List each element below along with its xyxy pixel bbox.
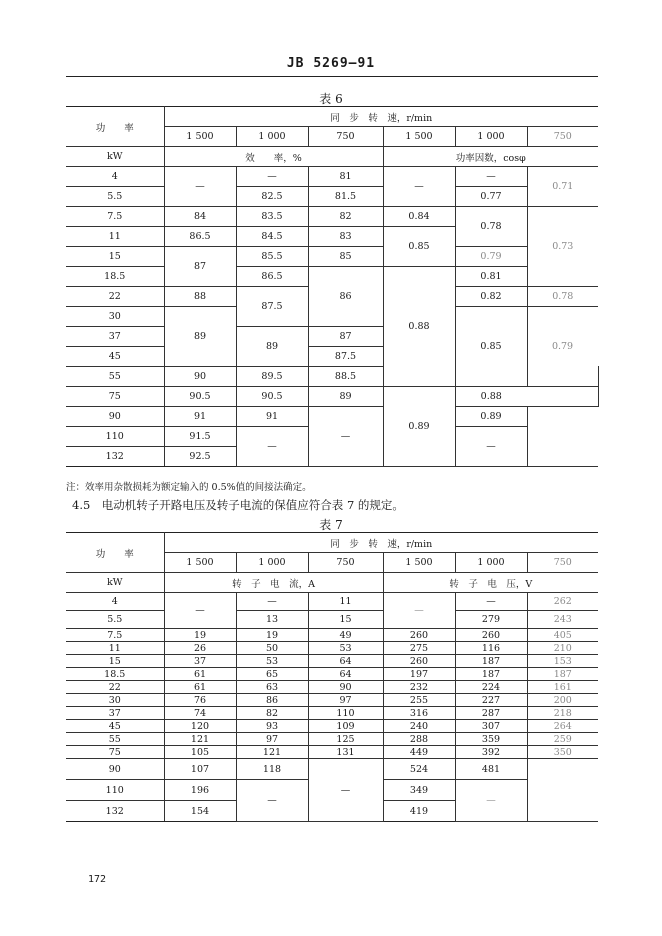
t7-power: 132: [66, 801, 164, 822]
table-7: [66, 532, 598, 822]
table6-note: 注：效率用杂散损耗为额定输入的 0.5%值的间接法确定。: [66, 482, 312, 493]
t6-cell: —: [236, 167, 308, 187]
t7-cell: 359: [455, 733, 527, 746]
t7-power: 75: [66, 746, 164, 759]
t7-cell: 13: [236, 611, 308, 629]
t7-cell: 109: [308, 720, 383, 733]
t6-cell: 85.5: [236, 247, 308, 267]
t6-cell: 0.71: [527, 167, 598, 207]
t7-cell: 392: [455, 746, 527, 759]
t6-cell: —: [236, 427, 308, 467]
t6-cell: 86.5: [164, 227, 236, 247]
t7-cell: 90: [308, 681, 383, 694]
t6-cell: 91: [164, 407, 236, 427]
t7-cell: 243: [527, 611, 598, 629]
t7-cell: 260: [455, 629, 527, 642]
t6-cell: 89: [308, 387, 383, 407]
t7-power: 110: [66, 780, 164, 801]
t7-cell: 350: [527, 746, 598, 759]
t6-speed: 750: [308, 127, 383, 147]
t7-power: 22: [66, 681, 164, 694]
t6-cell: —: [455, 427, 527, 467]
t7-cell: 224: [455, 681, 527, 694]
t6-speed: 1 500: [164, 127, 236, 147]
t7-cell: 110: [308, 707, 383, 720]
t7-cell: 64: [308, 668, 383, 681]
t6-cell: 0.88: [455, 387, 527, 407]
t7-cell: 19: [164, 629, 236, 642]
t6-cell: 87: [164, 247, 236, 287]
t6-pf-header: 功率因数，cosφ: [383, 147, 598, 167]
t6-cell: 0.78: [527, 287, 598, 307]
t7-cell: 227: [455, 694, 527, 707]
t7-power: 11: [66, 642, 164, 655]
t7-speed: 750: [308, 553, 383, 573]
t6-cell: 0.88: [383, 267, 455, 387]
t6-cell: [527, 407, 598, 467]
t7-cell: 200: [527, 694, 598, 707]
t7-speed: 1 000: [236, 553, 308, 573]
t7-cell: 76: [164, 694, 236, 707]
t6-cell: 90.5: [164, 387, 236, 407]
t7-cell: 105: [164, 746, 236, 759]
t6-speed: 1 000: [236, 127, 308, 147]
t7-cell: 405: [527, 629, 598, 642]
t7-power: 45: [66, 720, 164, 733]
t7-cell: 307: [455, 720, 527, 733]
t7-cell: 197: [383, 668, 455, 681]
t6-cell: 0.79: [527, 307, 598, 387]
t7-cell: 481: [455, 759, 527, 780]
t7-cell: —: [455, 593, 527, 611]
t7-cell: 15: [308, 611, 383, 629]
t7-cell: 153: [527, 655, 598, 668]
document-header: JB 5269—91: [286, 56, 376, 71]
t7-cell: 120: [164, 720, 236, 733]
t6-cell: 86: [308, 267, 383, 327]
t6-cell: 0.73: [527, 207, 598, 287]
t7-power: 4: [66, 593, 164, 611]
t7-cell: 316: [383, 707, 455, 720]
t7-power: 18.5: [66, 668, 164, 681]
t6-cell: 0.81: [455, 267, 527, 287]
t7-cell: 232: [383, 681, 455, 694]
t7-cell: —: [236, 780, 308, 822]
t7-cell: 260: [383, 655, 455, 668]
t6-power: 4: [66, 167, 164, 187]
t6-cell: 90.5: [236, 387, 308, 407]
t7-power: 7.5: [66, 629, 164, 642]
t6-cell: 0.77: [455, 187, 527, 207]
t7-cell: —: [236, 593, 308, 611]
t7-cell: 187: [455, 668, 527, 681]
t6-cell: 0.89: [455, 407, 527, 427]
t7-cell: 349: [383, 780, 455, 801]
t7-cell: 196: [164, 780, 236, 801]
t7-cell: —: [308, 759, 383, 822]
t6-power: 30: [66, 307, 164, 327]
t6-cell: 92.5: [164, 447, 236, 467]
t6-power: 132: [66, 447, 164, 467]
t7-cell: 118: [236, 759, 308, 780]
table-6: [66, 106, 598, 467]
t6-cell: —: [308, 407, 383, 467]
t7-cell: [527, 759, 598, 822]
t7-cell: 86: [236, 694, 308, 707]
t6-speed: 750: [527, 127, 598, 147]
t7-cell: 63: [236, 681, 308, 694]
t6-power-header: 功 率: [66, 107, 164, 147]
t6-cell: 0.82: [455, 287, 527, 307]
t7-cell: 19: [236, 629, 308, 642]
t7-cell: 187: [527, 668, 598, 681]
t6-cell: 84.5: [236, 227, 308, 247]
t7-cell: 26: [164, 642, 236, 655]
t6-cell: 81: [308, 167, 383, 187]
t6-cell: 0.85: [383, 227, 455, 267]
t7-cell: 210: [527, 642, 598, 655]
t7-cell: 218: [527, 707, 598, 720]
t7-cell: 288: [383, 733, 455, 746]
t7-cell: 279: [455, 611, 527, 629]
t6-cell: 0.85: [455, 307, 527, 387]
t7-cell: —: [164, 593, 236, 629]
t7-speed: 1 500: [164, 553, 236, 573]
t6-cell: 88: [164, 287, 236, 307]
t7-cell: 53: [236, 655, 308, 668]
t6-cell: 89: [236, 327, 308, 367]
t7-cell: 131: [308, 746, 383, 759]
t7-cell: 259: [527, 733, 598, 746]
t7-cell: 287: [455, 707, 527, 720]
table6-caption: 表 6: [319, 92, 343, 106]
t7-unit: kW: [66, 573, 164, 593]
t7-cell: 61: [164, 668, 236, 681]
t6-power: 5.5: [66, 187, 164, 207]
t7-cell: 11: [308, 593, 383, 611]
t6-cell: 87: [308, 327, 383, 347]
t7-cell: 419: [383, 801, 455, 822]
t7-cell: 187: [455, 655, 527, 668]
t6-speed: 1 500: [383, 127, 455, 147]
t7-cell: 65: [236, 668, 308, 681]
t7-current-header: 转 子 电 流，A: [164, 573, 383, 593]
t7-cell: 64: [308, 655, 383, 668]
t6-cell: 90: [164, 367, 236, 387]
t6-unit: kW: [66, 147, 164, 167]
t6-speed: 1 000: [455, 127, 527, 147]
table7-caption: 表 7: [319, 518, 343, 532]
t6-cell: 0.79: [455, 247, 527, 267]
t6-cell: 83.5: [236, 207, 308, 227]
section-4-5: 4.5 电动机转子开路电压及转子电流的保值应符合表 7 的规定。: [72, 498, 404, 512]
t7-cell: 53: [308, 642, 383, 655]
t7-cell: 82: [236, 707, 308, 720]
t6-power: 55: [66, 367, 164, 387]
t7-speed: 1 000: [455, 553, 527, 573]
t7-cell: 37: [164, 655, 236, 668]
t6-cell: —: [455, 167, 527, 187]
t7-cell: 121: [164, 733, 236, 746]
t7-cell: 116: [455, 642, 527, 655]
t6-power: 110: [66, 427, 164, 447]
t7-cell: 74: [164, 707, 236, 720]
t7-cell: 264: [527, 720, 598, 733]
t6-cell: 0.78: [455, 207, 527, 247]
t7-cell: —: [455, 780, 527, 822]
t7-cell: 260: [383, 629, 455, 642]
t6-cell: 91.5: [164, 427, 236, 447]
t7-power: 30: [66, 694, 164, 707]
t6-cell: 84: [164, 207, 236, 227]
t6-power: 7.5: [66, 207, 164, 227]
t7-power: 15: [66, 655, 164, 668]
t7-cell: 275: [383, 642, 455, 655]
t6-cell: 82.5: [236, 187, 308, 207]
t7-cell: 262: [527, 593, 598, 611]
t6-cell: 91: [236, 407, 308, 427]
t7-speed: 750: [527, 553, 598, 573]
t6-cell: 88.5: [308, 367, 383, 387]
t6-cell: 86.5: [236, 267, 308, 287]
t6-cell: 89: [164, 307, 236, 367]
t7-sync-speed: 同 步 转 速，r/min: [164, 533, 598, 553]
t6-power: 11: [66, 227, 164, 247]
t7-power: 90: [66, 759, 164, 780]
t7-cell: —: [383, 593, 455, 629]
t7-cell: 97: [308, 694, 383, 707]
t7-cell: 524: [383, 759, 455, 780]
t6-cell: 85: [308, 247, 383, 267]
t6-sync-speed: 同 步 转 速，r/min: [164, 107, 598, 127]
t7-power: 5.5: [66, 611, 164, 629]
t6-power: 75: [66, 387, 164, 407]
t7-voltage-header: 转 子 电 压，V: [383, 573, 598, 593]
t6-cell: 87.5: [308, 347, 383, 367]
t6-power: 18.5: [66, 267, 164, 287]
t7-cell: 154: [164, 801, 236, 822]
t7-cell: 449: [383, 746, 455, 759]
t6-cell: —: [164, 167, 236, 207]
t6-cell: 0.84: [383, 207, 455, 227]
t7-cell: 61: [164, 681, 236, 694]
t7-speed: 1 500: [383, 553, 455, 573]
t6-power: 90: [66, 407, 164, 427]
t6-cell: 87.5: [236, 287, 308, 327]
t7-cell: 240: [383, 720, 455, 733]
t7-power-header: 功 率: [66, 533, 164, 573]
t7-cell: 125: [308, 733, 383, 746]
t7-cell: 97: [236, 733, 308, 746]
t6-cell: 89.5: [236, 367, 308, 387]
t7-cell: 121: [236, 746, 308, 759]
t6-power: 15: [66, 247, 164, 267]
t7-cell: 107: [164, 759, 236, 780]
page-number: 172: [88, 874, 107, 885]
header-rule: [66, 76, 598, 77]
t6-efficiency-header: 效 率，%: [164, 147, 383, 167]
t6-cell: 83: [308, 227, 383, 247]
t6-cell: 81.5: [308, 187, 383, 207]
t7-cell: 50: [236, 642, 308, 655]
t7-power: 37: [66, 707, 164, 720]
t6-cell: 82: [308, 207, 383, 227]
t7-cell: 255: [383, 694, 455, 707]
t6-power: 37: [66, 327, 164, 347]
t6-power: 22: [66, 287, 164, 307]
t7-power: 55: [66, 733, 164, 746]
t6-power: 45: [66, 347, 164, 367]
t7-cell: 161: [527, 681, 598, 694]
t7-cell: 93: [236, 720, 308, 733]
t6-cell: —: [383, 167, 455, 207]
t6-cell: 0.89: [383, 387, 455, 467]
t7-cell: 49: [308, 629, 383, 642]
